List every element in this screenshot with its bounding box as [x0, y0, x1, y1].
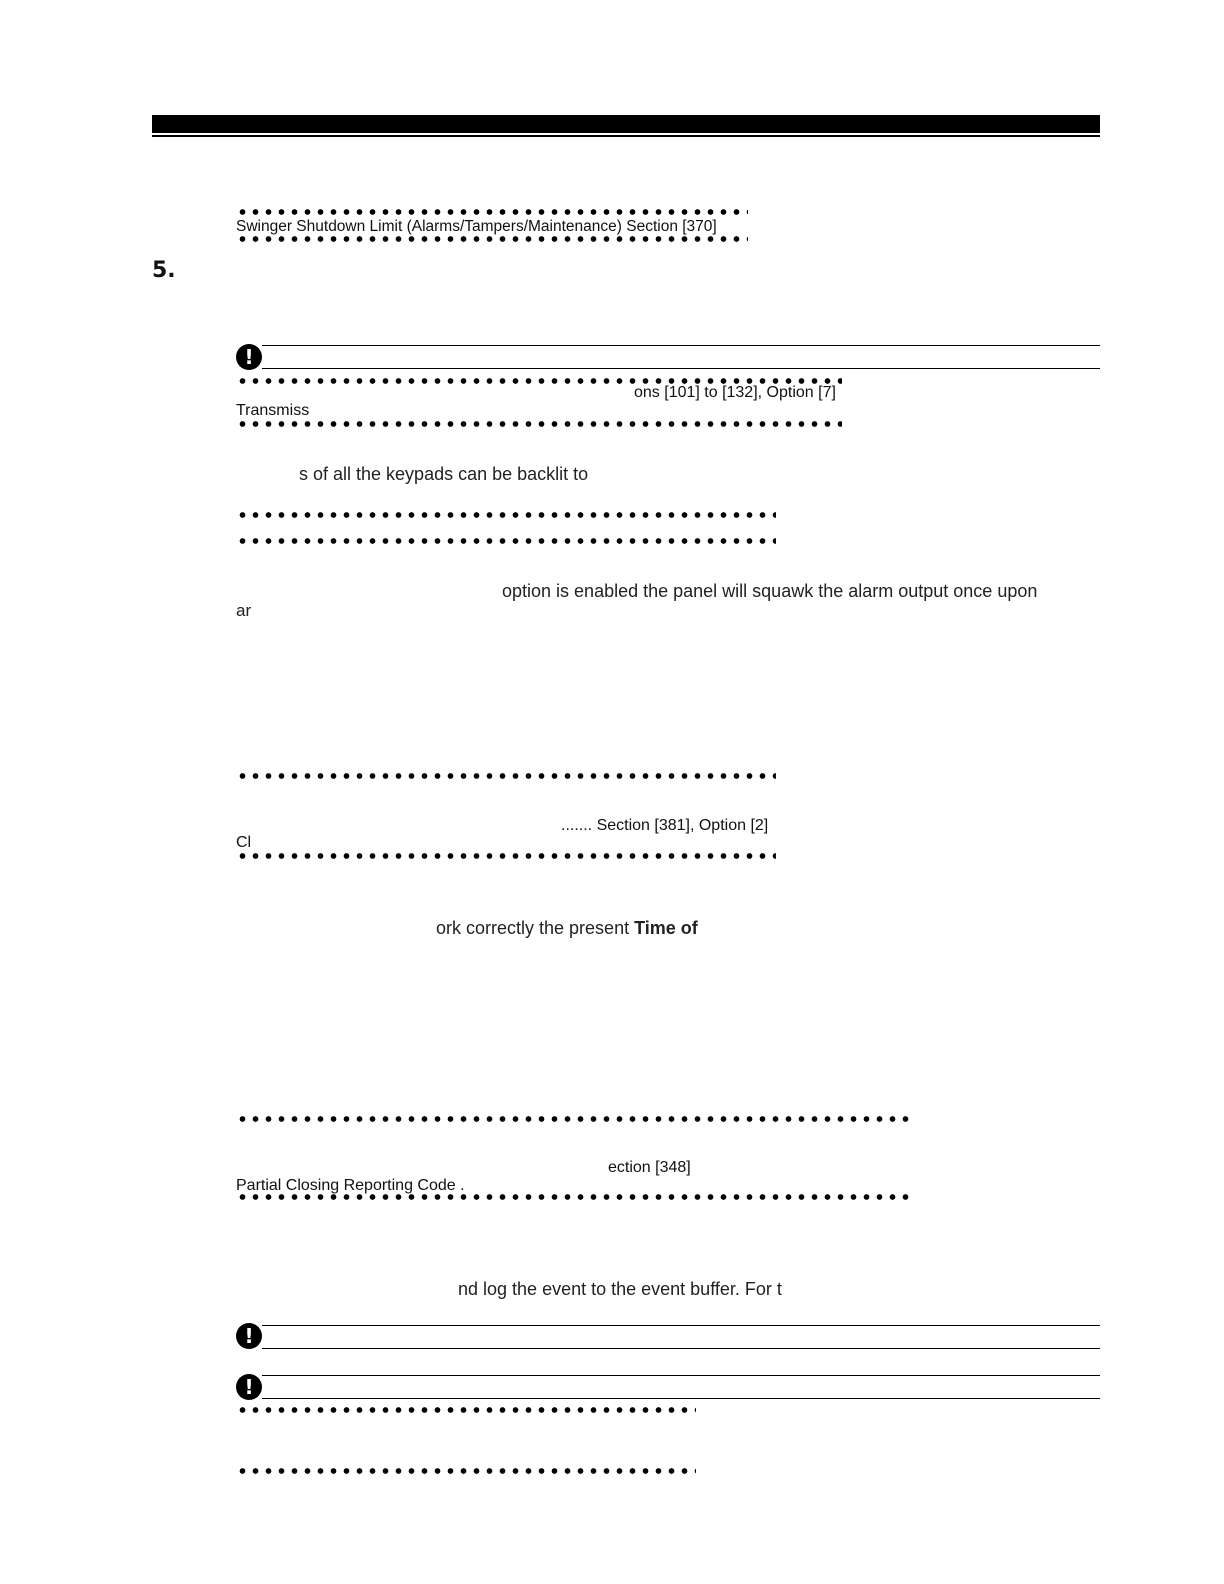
time-paragraph-bold: Time of [634, 918, 698, 938]
partial-label: Partial Closing Reporting Code . [236, 1177, 465, 1194]
dotted-rule [236, 538, 776, 544]
note-rule [262, 368, 1100, 369]
partial-section-ref: ection [348] [608, 1159, 691, 1176]
note-icon: ! [236, 344, 262, 370]
closing-section-ref: ....... Section [381], Option [2] [561, 817, 769, 834]
time-paragraph-text: ork correctly the present [436, 918, 635, 938]
note-rule [262, 1398, 1100, 1399]
swinger-label: Swinger Shutdown Limit (Alarms/Tampers/Maintenance) Section [370] [236, 218, 717, 235]
dotted-rule [236, 1194, 912, 1200]
header-bar [152, 115, 1100, 133]
note-icon: ! [236, 1323, 262, 1349]
dotted-rule [236, 512, 776, 518]
header-rule [152, 135, 1100, 137]
dotted-rule [236, 1116, 912, 1122]
dotted-rule [236, 1468, 696, 1474]
dotted-rule [236, 236, 748, 242]
section-number: 5. [152, 258, 176, 283]
dotted-rule [236, 853, 776, 859]
dotted-rule [236, 773, 776, 779]
note-rule [262, 1375, 1100, 1376]
note-rule [262, 1348, 1100, 1349]
dotted-rule [236, 209, 748, 215]
log-event-paragraph: nd log the event to the event buffer. For t [458, 1279, 782, 1299]
dotted-rule [236, 1407, 696, 1413]
dotted-rule [236, 421, 842, 427]
squawk-paragraph-line1: option is enabled the panel will squawk the alarm output once upon [502, 581, 1038, 601]
note-rule [262, 345, 1100, 346]
transmiss-section-ref: ons [101] to [132], Option [7] [634, 384, 836, 401]
transmiss-label: Transmiss [236, 402, 310, 419]
closing-label: Cl [236, 834, 252, 851]
note-rule [262, 1325, 1100, 1326]
squawk-paragraph-line2: ar [236, 601, 252, 620]
note-icon: ! [236, 1374, 262, 1400]
time-paragraph [436, 918, 698, 938]
backlit-paragraph: s of all the keypads can be backlit to [299, 464, 589, 484]
